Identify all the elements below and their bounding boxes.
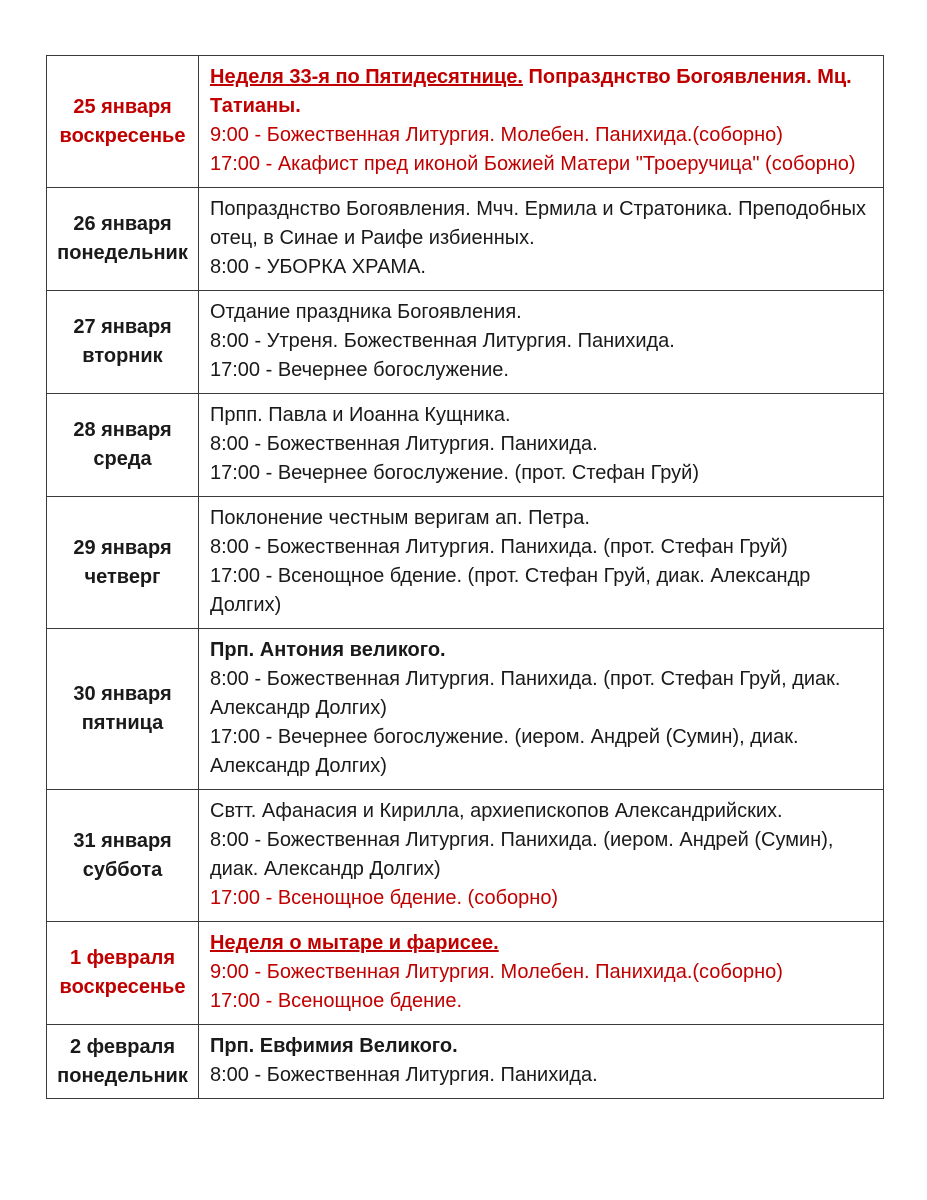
event-line [210,401,869,430]
schedule-table [46,55,884,1099]
event-line [210,1061,869,1090]
event-text: Прп. Евфимия Великого. [210,1035,458,1057]
date-cell [47,629,199,790]
event-text: 8:00 - Божественная Литургия. Панихида. (прот. Стефан Груй) [210,536,788,558]
date-cell [47,497,199,629]
table-row [47,922,884,1025]
weekday-label: четверг [84,565,161,588]
event-text: Отдание праздника Богоявления. [210,301,522,323]
event-text: 8:00 - Утреня. Божественная Литургия. Панихида. [210,330,675,352]
event-line [210,430,869,459]
date-label: 26 января [73,213,172,235]
event-text: 17:00 - Вечернее богослужение. (иером. Андрей (Сумин), диак. Александр Долгих) [210,726,799,777]
event-text: Неделя о мытаре и фарисее. [210,932,499,954]
events-cell [199,188,884,291]
table-row [47,394,884,497]
events-cell [199,497,884,629]
event-line [210,298,869,327]
date-label: 29 января [73,536,172,559]
event-text: 9:00 - Божественная Литургия. Молебен. Панихида.(соборно) [210,124,783,146]
weekday-label: вторник [82,345,163,367]
table-row [47,629,884,790]
event-text: 8:00 - Божественная Литургия. Панихида. (прот. Стефан Груй, диак. Александр Долгих) [210,668,841,719]
date-cell [47,56,199,188]
event-line [210,562,869,620]
date-label: 28 января [73,419,172,441]
events-cell [199,790,884,922]
event-line [210,929,869,958]
event-text: 8:00 - Божественная Литургия. Панихида. (иером. Андрей (Сумин), диак. Александр Долгих) [210,829,834,880]
weekday-label: воскресенье [59,976,186,998]
events-cell [199,291,884,394]
date-cell [47,291,199,394]
event-text: Неделя 33-я по Пятидесятнице. [210,66,523,88]
event-text: 8:00 - Божественная Литургия. Панихида. [210,433,598,455]
date-cell [47,1025,199,1099]
table-row [47,497,884,629]
event-text: 17:00 - Вечернее богослужение. (прот. Стефан Груй) [210,462,700,484]
event-text: Прпп. Павла и Иоанна Кущника. [210,404,511,426]
date-label: 27 января [73,316,172,338]
event-line [210,253,869,282]
event-line [210,958,869,987]
event-line [210,504,869,533]
events-cell [199,629,884,790]
date-cell [47,922,199,1025]
event-line [210,884,869,913]
date-label: 1 февраля [69,947,176,969]
weekday-label: воскресенье [59,124,186,147]
weekday-label: суббота [82,858,163,881]
date-label: 31 января [73,829,172,852]
table-row [47,291,884,394]
event-line [210,987,869,1016]
event-text: 17:00 - Вечернее богослужение. [210,359,509,381]
event-line [210,63,869,121]
date-label: 2 февраля [69,1035,176,1058]
weekday-label: понедельник [57,242,188,264]
table-row [47,188,884,291]
date-cell [47,790,199,922]
event-line [210,121,869,150]
event-line [210,797,869,826]
event-text: 9:00 - Божественная Литургия. Молебен. Панихида.(соборно) [210,961,783,983]
schedule-table-body [47,56,884,1099]
weekday-label: среда [93,448,152,470]
event-text: Попразднство Богоявления. Мчч. Ермила и Стратоника. Преподобных отец, в Синае и Раифе избиенных. [210,198,866,249]
table-row [47,790,884,922]
event-text: 17:00 - Всенощное бдение. (прот. Стефан Груй, диак. Александр Долгих) [210,565,811,616]
event-text: Поклонение честным веригам ап. Петра. [210,507,590,529]
event-text: 17:00 - Всенощное бдение. (соборно) [210,887,559,909]
event-text: Прп. Антония великого. [210,639,446,661]
event-text: 8:00 - УБОРКА ХРАМА. [210,256,426,278]
event-line [210,356,869,385]
events-cell [199,1025,884,1099]
event-text: Свтт. Афанасия и Кирилла, архиепископов Александрийских. [210,800,783,822]
events-cell [199,922,884,1025]
event-line [210,459,869,488]
event-line [210,723,869,781]
event-line [210,150,869,179]
event-text: 17:00 - Акафист пред иконой Божией Матери "Троеручица" (соборно) [210,153,856,175]
event-line [210,195,869,253]
date-label: 25 января [73,95,172,118]
table-row [47,1025,884,1099]
event-text: Попразднство Богоявления. Мц. Татианы. [210,66,852,117]
weekday-label: пятница [81,712,164,734]
events-cell [199,394,884,497]
event-text: 17:00 - Всенощное бдение. [210,990,463,1012]
event-line [210,636,869,665]
date-cell [47,394,199,497]
event-line [210,1032,869,1061]
event-text: 8:00 - Божественная Литургия. Панихида. [210,1064,598,1086]
weekday-label: понедельник [57,1064,188,1087]
event-line [210,533,869,562]
event-line [210,327,869,356]
events-cell [199,56,884,188]
event-line [210,826,869,884]
table-row [47,56,884,188]
event-line [210,665,869,723]
date-label: 30 января [73,683,172,705]
date-cell [47,188,199,291]
